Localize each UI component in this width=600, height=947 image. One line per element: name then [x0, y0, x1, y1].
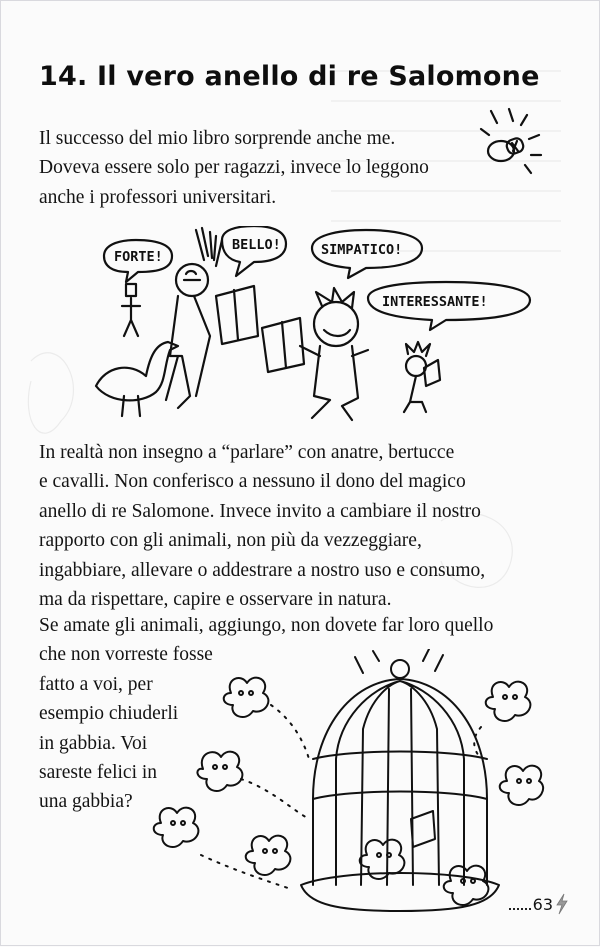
readers-illustration: [86, 226, 536, 426]
bird-figure: [154, 808, 199, 847]
text-line: In realtà non insegno a “parlare” con anatre, bertucce: [39, 442, 455, 463]
bubble-text-interessante: INTERESSANTE!: [382, 294, 488, 310]
bubble-text-forte: FORTE!: [114, 249, 163, 265]
chapter-title: 14. Il vero anello di re Salomone: [39, 61, 540, 92]
text-line: in gabbia. Voi: [39, 732, 148, 754]
bird-figure: [197, 752, 242, 791]
text-line: Doveva essere solo per ragazzi, invece lo leggono: [39, 157, 429, 179]
lightning-icon: [555, 893, 569, 915]
text-line: Se amate gli animali, aggiungo, non dovete far loro quello: [39, 615, 494, 636]
text-line: sareste felici in: [39, 762, 158, 784]
cage-ring: [391, 660, 409, 678]
bubble-text-bello: BELLO!: [232, 237, 281, 253]
text-line: rapporto con gli animali, non più da vezzeggiare,: [39, 530, 422, 552]
paragraph-intro: [39, 124, 519, 212]
duck-figure: [96, 342, 178, 400]
paragraph-body: [39, 438, 564, 614]
text-line: ingabbiare, allevare o addestrare a nostro uso e consumo,: [39, 559, 486, 581]
folio-dotted-leader: [509, 898, 531, 910]
text-line: anello di re Salomone. Invece invito a cambiare il nostro: [39, 500, 481, 522]
text-line: Il successo del mio libro sorprende anche me.: [39, 128, 396, 149]
bird-figure: [444, 866, 489, 905]
bird-figure: [500, 766, 543, 805]
small-reader-figure: [406, 356, 426, 376]
text-line: che non vorreste fosse: [39, 644, 213, 666]
bubble-text-simpatico: SIMPATICO!: [321, 242, 403, 258]
text-line: fatto a voi, per: [39, 673, 153, 695]
text-line: esempio chiuderli: [39, 703, 179, 725]
text-line: una gabbia?: [39, 791, 133, 813]
page-folio: [509, 893, 569, 915]
text-line: ma da rispettare, capire e osservare in natura.: [39, 589, 392, 611]
bird-figure: [224, 678, 269, 717]
page-number: 63: [532, 894, 553, 914]
bird-figure: [246, 836, 291, 875]
text-line: e cavalli. Non conferisco a nessuno il dono del magico: [39, 471, 466, 493]
text-line: anche i professori universitari.: [39, 186, 277, 208]
bird-figure: [486, 682, 531, 721]
birdcage-illustration: [141, 649, 551, 929]
